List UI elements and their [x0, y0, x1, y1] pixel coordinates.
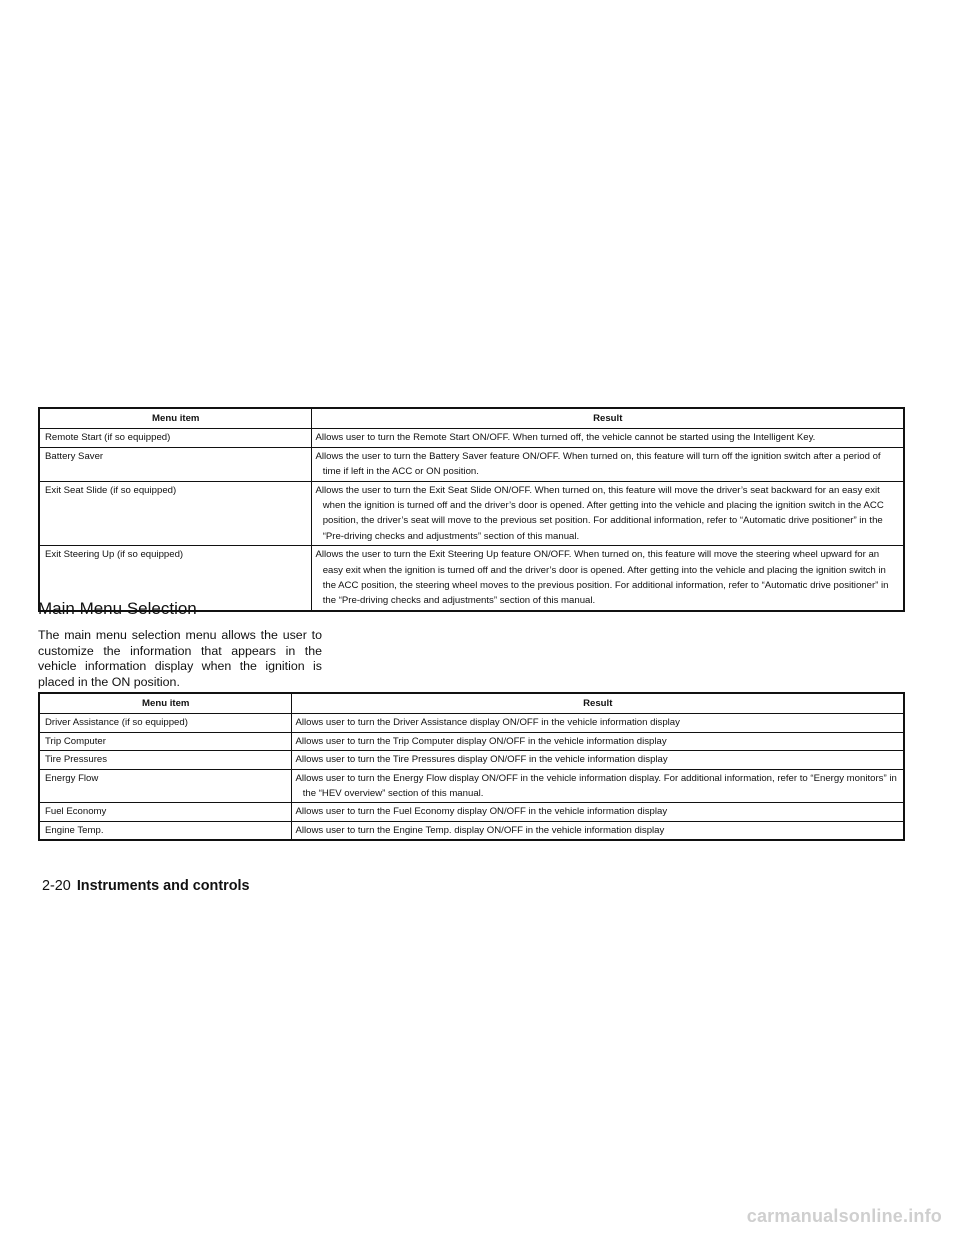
watermark: carmanualsonline.info: [746, 1206, 942, 1226]
result-cell: [291, 714, 904, 732]
table-row: [39, 447, 904, 481]
column-header-result: Result: [291, 693, 904, 714]
result-text: Allows user to turn the Tire Pressures display ON/OFF in the vehicle information display: [295, 754, 668, 766]
table-row: [39, 429, 904, 447]
result-cell: [291, 769, 904, 803]
result-cell: [311, 546, 904, 611]
menu-item-cell: Remote Start (if so equipped): [39, 429, 311, 447]
result-text: Allows user to turn the Fuel Economy display ON/OFF in the vehicle information display: [295, 806, 668, 818]
result-text: Allows user to turn the Energy Flow display ON/OFF in the vehicle information display. For additional information, refer to “Energy monitors” in the “HEV overview” section of this manual.: [295, 772, 897, 800]
section-title: Main Menu Selection: [38, 599, 197, 618]
section-intro: The main menu selection menu allows the user to customize the information that appears in the vehicle information display when the ignition is placed in the ON position.: [38, 628, 322, 689]
table-row: [39, 714, 904, 732]
result-cell: [291, 821, 904, 840]
table-row: [39, 732, 904, 750]
page-number: 2-20: [42, 878, 71, 894]
result-cell: [291, 751, 904, 769]
result-text: Allows the user to turn the Battery Saver feature ON/OFF. When turned on, this feature will turn off the ignition switch after a period of time if left in the ACC or ON position.: [315, 450, 881, 478]
menu-item-cell: Energy Flow: [39, 769, 291, 803]
column-header-menu-item: Menu item: [39, 408, 311, 429]
menu-item-cell: Tire Pressures: [39, 751, 291, 769]
result-cell: [311, 481, 904, 546]
settings-menu-table: [38, 407, 905, 612]
menu-item-cell: Trip Computer: [39, 732, 291, 750]
menu-item-cell: Engine Temp.: [39, 821, 291, 840]
chapter-title: Instruments and controls: [76, 878, 250, 894]
menu-item-cell: Exit Steering Up (if so equipped): [39, 546, 311, 611]
result-text: Allows the user to turn the Exit Seat Slide ON/OFF. When turned on, this feature will move the driver’s seat backward for an easy exit when the ignition is turned off and the driver’s door is opened. After getting into the vehicle and placing the ignition switch in the ACC position, the driver’s seat will move to the previous set position. For additional information, refer to “Automatic drive positioner” in the “Pre-driving checks and adjustments” section of this manual.: [315, 484, 884, 542]
main-menu-table: [38, 692, 905, 841]
result-text: Allows user to turn the Remote Start ON/OFF. When turned off, the vehicle cannot be started using the Intelligent Key.: [315, 432, 816, 444]
result-text: Allows user to turn the Trip Computer display ON/OFF in the vehicle information display: [295, 735, 667, 747]
page-footer: [42, 876, 250, 896]
table-header-row: [39, 693, 904, 714]
menu-item-cell: Fuel Economy: [39, 803, 291, 821]
column-header-menu-item: Menu item: [39, 693, 291, 714]
menu-item-cell: Driver Assistance (if so equipped): [39, 714, 291, 732]
result-cell: [311, 429, 904, 447]
table-row: [39, 769, 904, 803]
table-row: [39, 803, 904, 821]
result-text: Allows user to turn the Engine Temp. display ON/OFF in the vehicle information display: [295, 824, 665, 836]
menu-item-cell: Battery Saver: [39, 447, 311, 481]
table-row: [39, 821, 904, 840]
table-row: [39, 481, 904, 546]
result-cell: [291, 732, 904, 750]
result-cell: [311, 447, 904, 481]
result-text: Allows user to turn the Driver Assistance display ON/OFF in the vehicle information display: [295, 717, 680, 729]
menu-item-cell: Exit Seat Slide (if so equipped): [39, 481, 311, 546]
table-header-row: [39, 408, 904, 429]
result-cell: [291, 803, 904, 821]
table-row: [39, 751, 904, 769]
column-header-result: Result: [311, 408, 904, 429]
result-text: Allows the user to turn the Exit Steering Up feature ON/OFF. When turned on, this feature will move the steering wheel upward for an easy exit when the ignition is turned off and the driver’s door is opened. After getting into the vehicle and placing the ignition switch in the ACC position, the steering wheel moves to the previous position. For additional information, refer to “Automatic drive positioner” in the “Pre-driving checks and adjustments” section of this manual.: [315, 549, 889, 607]
